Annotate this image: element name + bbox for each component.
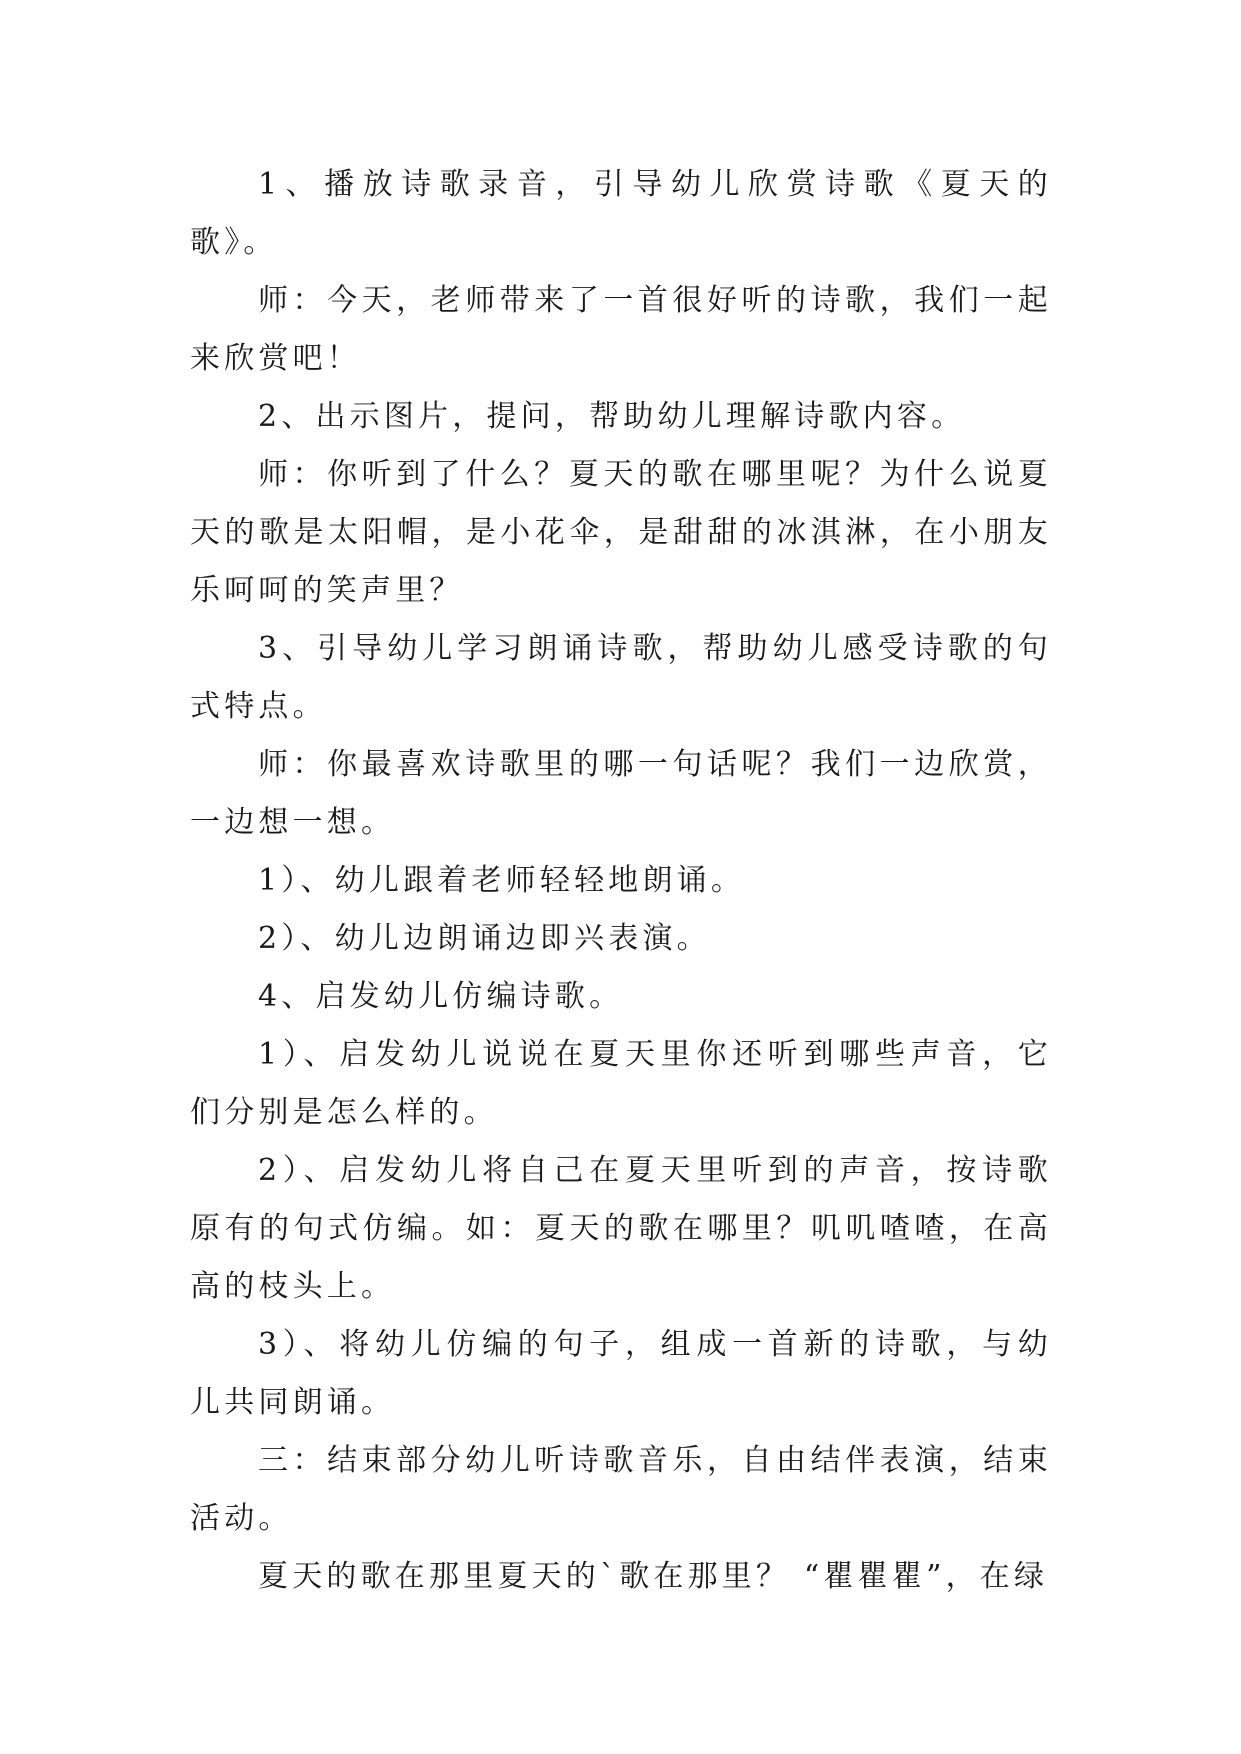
paragraph-step-1: 1、播放诗歌录音，引导幼儿欣赏诗歌《夏天的歌》。 xyxy=(190,167,1052,260)
paragraph-substep-4-2: 2）、启发幼儿将自己在夏天里听到的声音，按诗歌原有的句式仿编。如：夏天的歌在哪里？叽叽喳喳，在高高的枝头上。 xyxy=(190,1153,1052,1304)
paragraph-substep-2: 2）、幼儿边朗诵边即兴表演。 xyxy=(258,921,711,956)
paragraph-poem-start: 夏天的歌在那里夏天的`歌在那里？ “瞿瞿瞿”，在绿 xyxy=(258,1559,1049,1594)
paragraph-substep-1: 1）、幼儿跟着老师轻轻地朗诵。 xyxy=(258,863,746,898)
document-body xyxy=(190,156,1052,1606)
paragraph-teacher-intro: 师：今天，老师带来了一首很好听的诗歌，我们一起来欣赏吧！ xyxy=(190,283,1052,376)
paragraph-teacher-favorite: 师：你最喜欢诗歌里的哪一句话呢？我们一边欣赏，一边想一想。 xyxy=(190,747,1052,840)
paragraph-step-3: 3、引导幼儿学习朗诵诗歌，帮助幼儿感受诗歌的句式特点。 xyxy=(190,631,1052,724)
paragraph-substep-4-3: 3）、将幼儿仿编的句子，组成一首新的诗歌，与幼儿共同朗诵。 xyxy=(190,1327,1052,1420)
paragraph-teacher-questions: 师：你听到了什么？夏天的歌在哪里呢？为什么说夏天的歌是太阳帽，是小花伞，是甜甜的冰淇淋，在小朋友乐呵呵的笑声里？ xyxy=(190,457,1052,608)
paragraph-closing: 三：结束部分幼儿听诗歌音乐，自由结伴表演，结束活动。 xyxy=(190,1443,1052,1536)
paragraph-step-2: 2、出示图片，提问，帮助幼儿理解诗歌内容。 xyxy=(258,399,966,434)
paragraph-substep-4-1: 1）、启发幼儿说说在夏天里你还听到哪些声音，它们分别是怎么样的。 xyxy=(190,1037,1052,1130)
paragraph-step-4: 4、启发幼儿仿编诗歌。 xyxy=(258,979,624,1014)
